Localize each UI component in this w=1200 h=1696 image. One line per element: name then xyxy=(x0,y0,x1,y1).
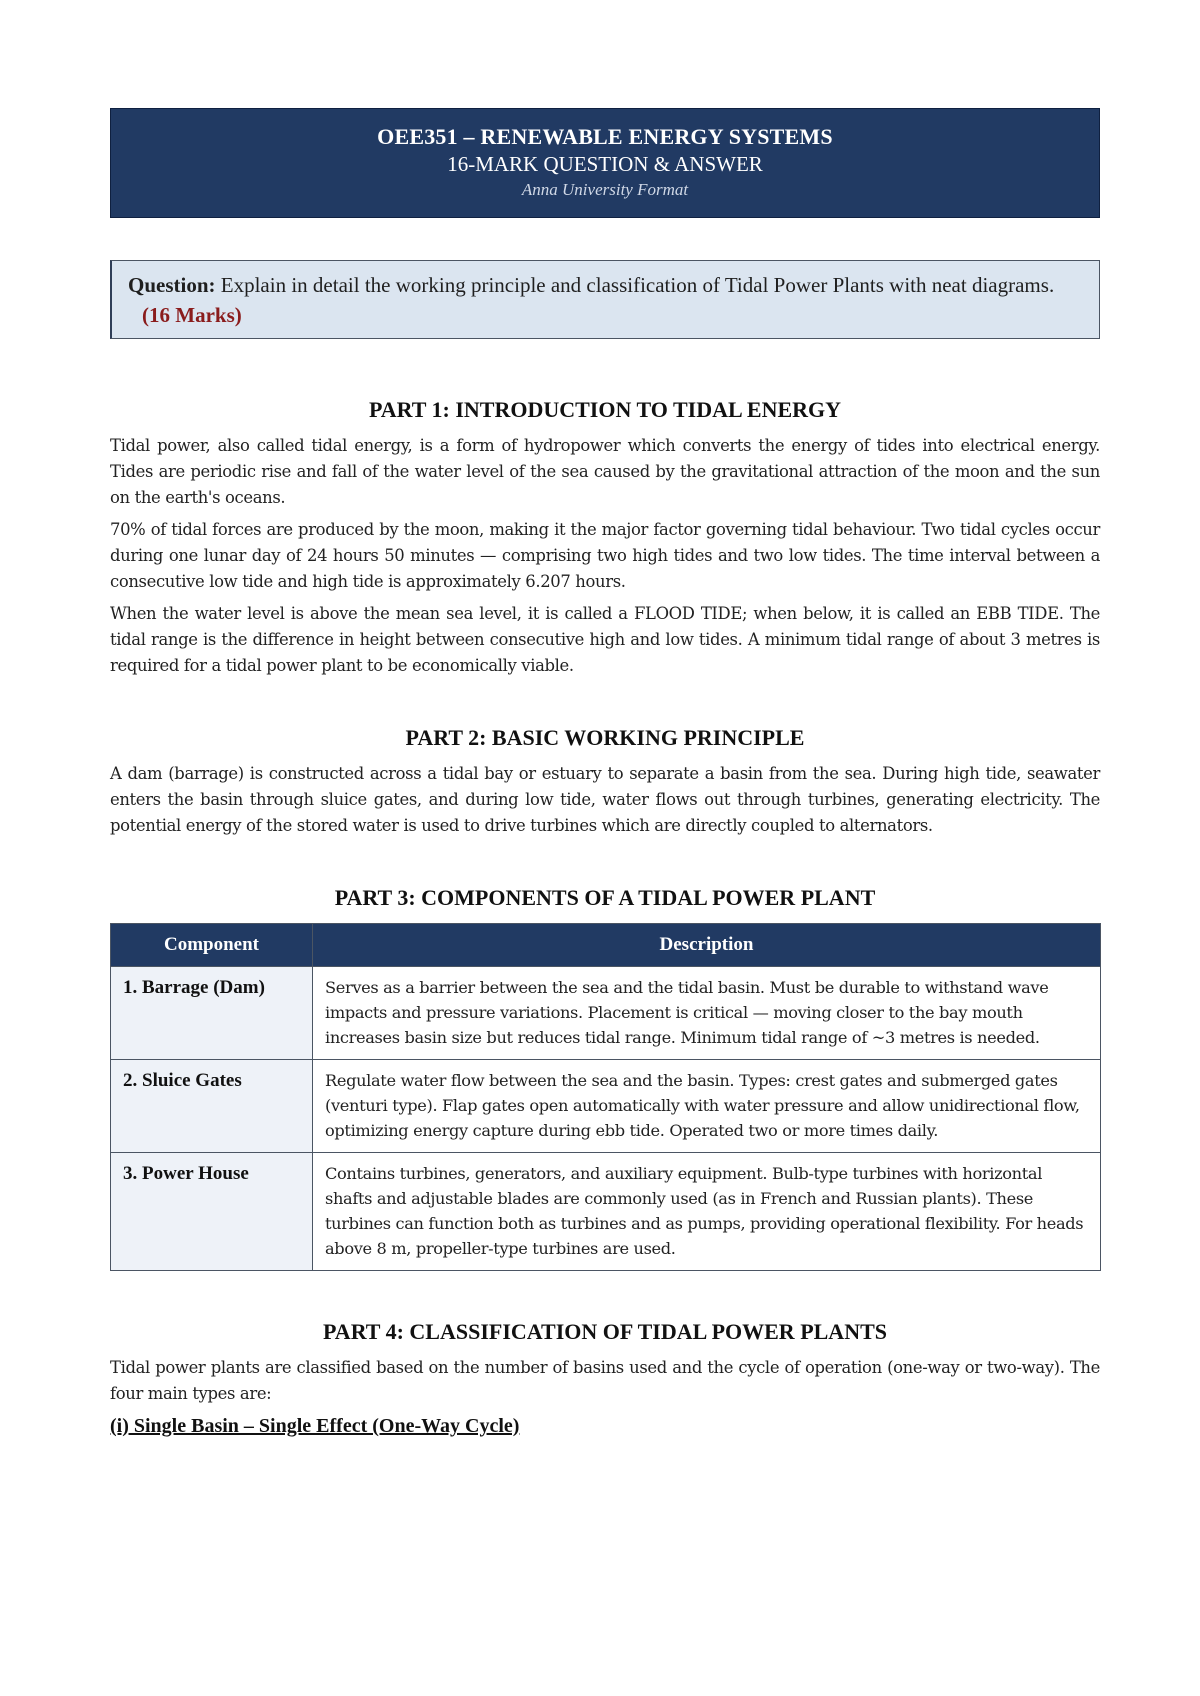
components-table xyxy=(110,923,1101,1271)
title-banner xyxy=(110,108,1100,218)
document-page xyxy=(110,108,1100,1438)
question-text: Explain in detail the working principle and classification of Tidal Power Plants with neat diagrams. xyxy=(215,273,1055,297)
part4-paragraph: Tidal power plants are classified based on the number of basins used and the cycle of operation (one-way or two-way). The four main types are: xyxy=(110,1358,1100,1403)
component-name: 1. Barrage (Dam) xyxy=(111,967,313,1060)
part1-body xyxy=(110,433,1100,679)
part2-body xyxy=(110,761,1100,839)
part1-paragraph: 70% of tidal forces are produced by the moon, making it the major factor governing tidal behaviour. Two tidal cycles occur during one lunar day of 24 hours 50 minutes — comprising two high tides and two low tides. The time interval between a consecutive low tide and high tide is approximately 6.207 hours. xyxy=(110,520,1100,591)
table-row xyxy=(111,967,1101,1060)
component-description: Contains turbines, generators, and auxiliary equipment. Bulb-type turbines with horizontal shafts and adjustable blades are commonly used (as in French and Russian plants). These turbines can function both as turbines and as pumps, providing operational flexibility. For heads above 8 m, propeller-type turbines are used. xyxy=(313,1153,1101,1271)
part3-heading: PART 3: COMPONENTS OF A TIDAL POWER PLANT xyxy=(334,885,876,910)
question-box xyxy=(110,260,1100,339)
component-name: 2. Sluice Gates xyxy=(111,1060,313,1153)
component-name: 3. Power House xyxy=(111,1153,313,1271)
component-description: Serves as a barrier between the sea and the tidal basin. Must be durable to withstand wave impacts and pressure variations. Placement is critical — moving closer to the bay mouth increases basin size but reduces tidal range. Minimum tidal range of ~3 metres is needed. xyxy=(313,967,1101,1060)
course-title: OEE351 – RENEWABLE ENERGY SYSTEMS xyxy=(377,124,833,149)
document-subtitle: 16-MARK QUESTION & ANSWER xyxy=(447,152,763,176)
question-marks: (16 Marks) xyxy=(142,303,242,327)
classification-subheading: (i) Single Basin – Single Effect (One-Way Cycle) xyxy=(110,1415,520,1437)
part4-heading: PART 4: CLASSIFICATION OF TIDAL POWER PLANTS xyxy=(323,1319,887,1344)
table-header-row xyxy=(111,924,1101,967)
column-header-description: Description xyxy=(313,924,1101,967)
format-note: Anna University Format xyxy=(521,180,689,199)
part4-body xyxy=(110,1355,1100,1438)
part2-heading: PART 2: BASIC WORKING PRINCIPLE xyxy=(405,725,805,750)
column-header-component: Component xyxy=(111,924,313,967)
table-row xyxy=(111,1153,1101,1271)
part1-paragraph: When the water level is above the mean sea level, it is called a FLOOD TIDE; when below, it is called an EBB TIDE. The tidal range is the difference in height between consecutive high and low tides. A minimum tidal range of about 3 metres is required for a tidal power plant to be economically viable. xyxy=(110,604,1100,675)
part1-paragraph: Tidal power, also called tidal energy, is a form of hydropower which converts the energy of tides into electrical energy. Tides are periodic rise and fall of the water level of the sea caused by the gravitational attraction of the moon and the sun on the earth's oceans. xyxy=(110,436,1100,507)
question-label: Question: xyxy=(128,273,216,297)
part1-heading: PART 1: INTRODUCTION TO TIDAL ENERGY xyxy=(368,397,842,422)
part2-paragraph: A dam (barrage) is constructed across a tidal bay or estuary to separate a basin from the sea. During high tide, seawater enters the basin through sluice gates, and during low tide, water flows out through turbines, generating electricity. The potential energy of the stored water is used to drive turbines which are directly coupled to alternators. xyxy=(110,764,1100,835)
table-row xyxy=(111,1060,1101,1153)
component-description: Regulate water flow between the sea and the basin. Types: crest gates and submerged gates (venturi type). Flap gates open automatically with water pressure and allow unidirectional flow, optimizing energy capture during ebb tide. Operated two or more times daily. xyxy=(313,1060,1101,1153)
